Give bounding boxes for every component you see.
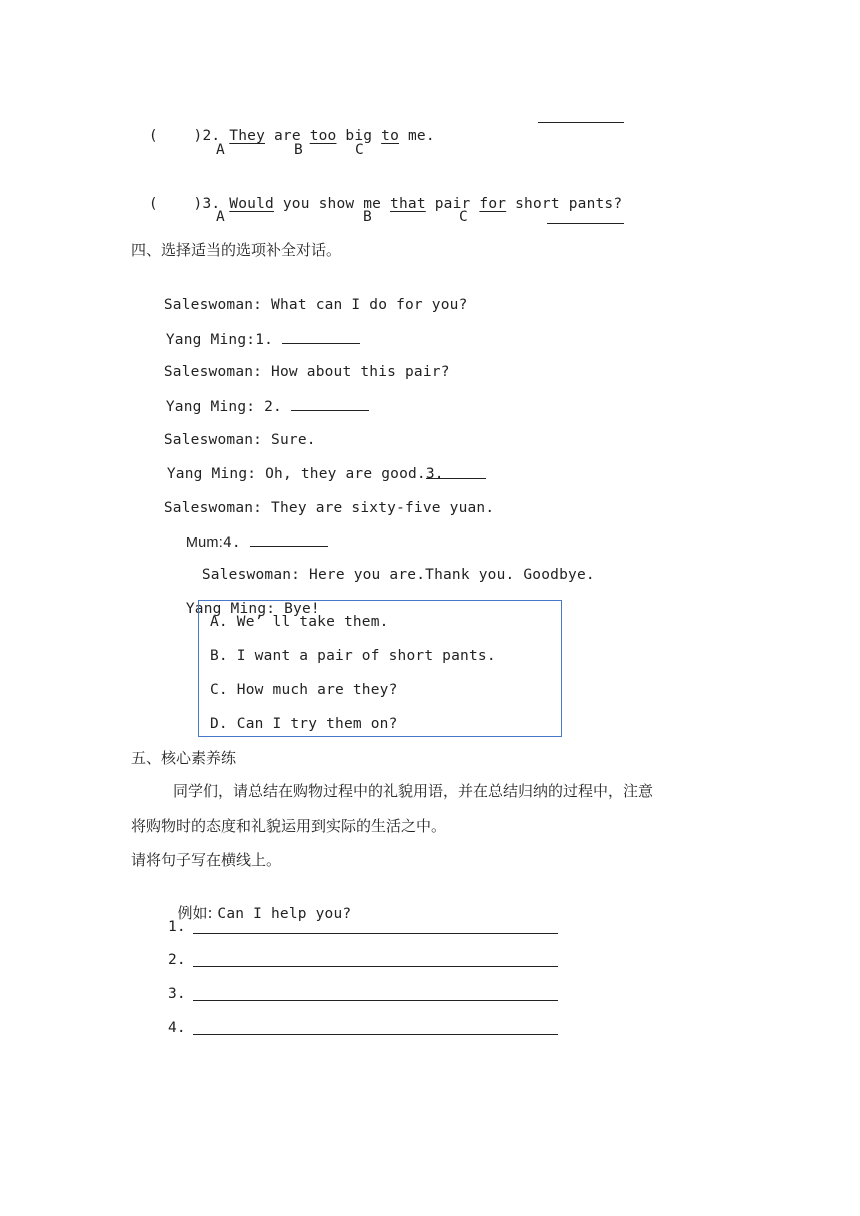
section5-paragraph-line-2: 将购物时的态度和礼貌运用到实际的生活之中。 [131, 817, 447, 835]
answer-blank-2[interactable] [291, 396, 369, 411]
utterance: Bye! [284, 601, 320, 617]
option-a: A. We’ ll take them. [210, 614, 389, 630]
q3-paren: ( ) [148, 196, 203, 212]
write-line-number-3: 3. [168, 986, 186, 1002]
write-line-number-4: 4. [168, 1020, 186, 1036]
q2-label-c: C [355, 142, 364, 158]
example-row [168, 883, 351, 924]
write-line-number-2: 2. [168, 952, 186, 968]
q3-word-would: Would [229, 196, 274, 212]
q2-word-me: me. [407, 128, 435, 144]
speaker: Yang Ming: [185, 601, 276, 617]
q2-label-a: A [216, 142, 225, 158]
utterance: Sure. [271, 432, 316, 448]
q2-word-too: too [309, 128, 337, 144]
speaker: Saleswoman: [163, 500, 263, 516]
write-line-4[interactable] [193, 1034, 558, 1035]
q3-word-that: that [390, 196, 426, 212]
q3-word-short-pants: short pants? [515, 196, 623, 212]
q2-word-they: They [229, 128, 266, 144]
speaker: Yang Ming: [165, 332, 256, 348]
q3-answer-line[interactable] [547, 223, 624, 224]
utterance: They are sixty-five yuan. [271, 500, 495, 516]
q2-paren: ( ) [148, 128, 203, 144]
speaker: Saleswoman: [201, 567, 301, 583]
blank-number: 4. [222, 535, 241, 551]
utterance: Oh, they are good. [265, 466, 426, 482]
speaker: Yang Ming: [165, 399, 256, 415]
section5-paragraph-line-1: 同学们，请总结在购物过程中的礼貌用语，并在总结归纳的过程中，注意 [173, 782, 654, 800]
utterance: How about this pair? [271, 364, 450, 380]
example-label: 例如: [177, 904, 213, 922]
speaker: Saleswoman: [163, 364, 263, 380]
q3-label-b: B [363, 209, 372, 225]
q3-label-a: A [216, 209, 225, 225]
section4-heading: 四、选择适当的选项补全对话。 [131, 241, 342, 259]
option-d: D. Can I try them on? [210, 716, 398, 732]
q2-number: 2. [202, 128, 221, 144]
utterance: Here you are.Thank you. Goodbye. [309, 567, 595, 583]
q3-row [131, 174, 622, 214]
q3-word-pair: pair [434, 196, 471, 212]
speaker: Yang Ming: [166, 466, 257, 482]
section5-heading: 五、核心素养练 [131, 749, 237, 767]
q2-row [131, 106, 435, 146]
speaker: Saleswoman: [163, 297, 263, 313]
q3-label-c: C [459, 209, 468, 225]
q2-word-are: are [273, 128, 301, 144]
q3-number: 3. [202, 196, 221, 212]
blank-number: 2. [264, 399, 282, 415]
speaker: Saleswoman: [163, 432, 263, 448]
write-line-number-1: 1. [168, 919, 186, 935]
answer-blank-3[interactable] [425, 464, 486, 482]
write-line-2[interactable] [193, 966, 558, 967]
speaker: Mum: [185, 535, 223, 551]
write-line-1[interactable] [193, 933, 558, 934]
q2-word-big: big [345, 128, 373, 144]
option-c: C. How much are they? [210, 682, 398, 698]
example-text: Can I help you? [217, 906, 352, 922]
write-line-3[interactable] [193, 1000, 558, 1001]
section5-instruction: 请将句子写在横线上。 [131, 851, 282, 869]
blank-number: 1. [255, 332, 274, 348]
q2-answer-line[interactable] [538, 122, 624, 123]
blank-number: 3. [425, 466, 444, 482]
utterance: What can I do for you? [271, 297, 468, 313]
q3-word-you-show-me: you show me [282, 196, 382, 212]
option-b: B. I want a pair of short pants. [210, 648, 496, 664]
q2-word-to: to [381, 128, 400, 144]
q2-label-b: B [294, 142, 303, 158]
q3-word-for: for [479, 196, 507, 212]
